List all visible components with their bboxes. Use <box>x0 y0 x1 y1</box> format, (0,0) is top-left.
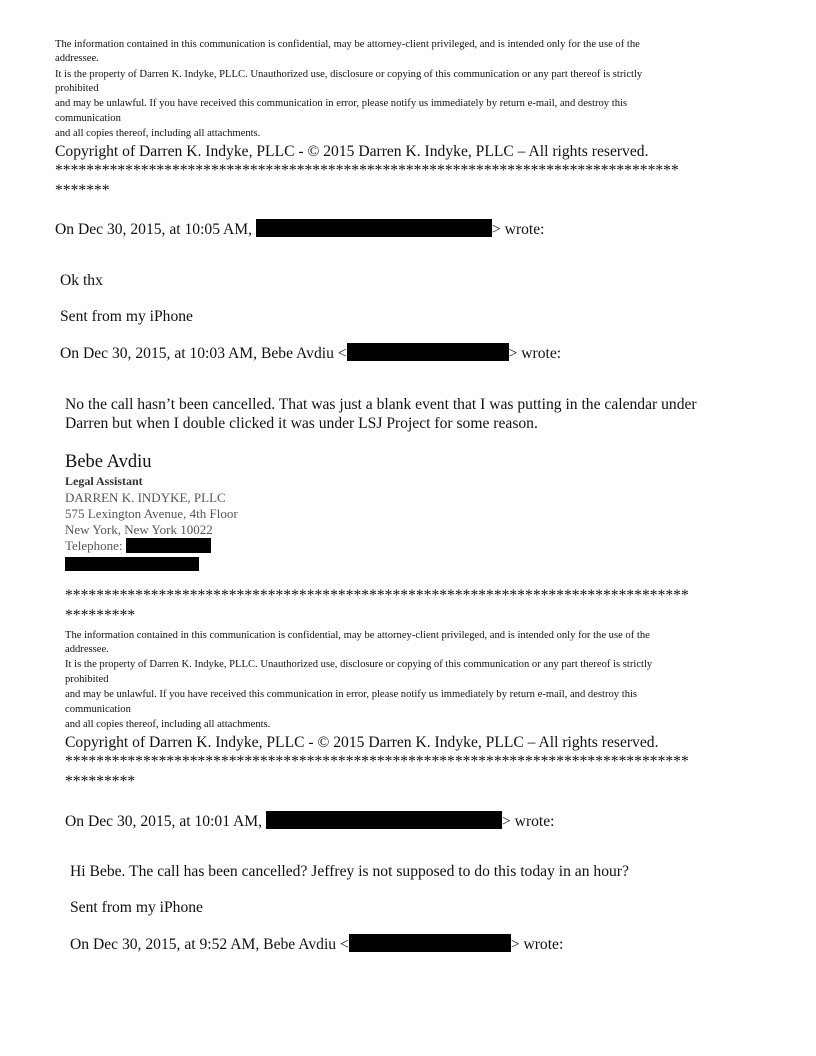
disclaimer-line: addressee. <box>55 53 99 64</box>
disclaimer-line: The information contained in this communication is confidential, may be attorney-client privileged, and is intended only for the use of the <box>55 39 640 50</box>
message-header <box>65 811 555 832</box>
message-body: No the call hasn’t been cancelled. That was just a blank event that I was putting in the calendar under <box>65 396 697 413</box>
header-prefix: On Dec 30, 2015, at 10:05 AM, <box>55 221 253 238</box>
disclaimer-line: The information contained in this communication is confidential, may be attorney-client privileged, and is intended only for the use of the <box>65 630 650 641</box>
separator-stars: ******************************************************************************** <box>65 753 689 770</box>
header-suffix: > wrote: <box>510 936 564 953</box>
disclaimer-line: communication <box>55 113 121 124</box>
header-suffix: > wrote: <box>508 345 562 362</box>
header-suffix: > wrote: <box>491 221 545 238</box>
header-prefix: On Dec 30, 2015, at 9:52 AM, Bebe Avdiu < <box>70 936 349 953</box>
signature-address: New York, New York 10022 <box>65 522 213 537</box>
sent-from-line: Sent from my iPhone <box>70 899 203 916</box>
separator-stars: ******* <box>55 182 110 199</box>
message-header <box>70 934 563 955</box>
sent-from-line: Sent from my iPhone <box>60 308 193 325</box>
disclaimer-line: and all copies thereof, including all attachments. <box>55 128 261 139</box>
copyright-line: Copyright of Darren K. Indyke, PLLC - © 2015 Darren K. Indyke, PLLC – All rights reserved. <box>55 143 649 160</box>
header-prefix: On Dec 30, 2015, at 10:03 AM, Bebe Avdiu < <box>60 345 347 362</box>
redaction-box <box>347 343 509 361</box>
message-body: Hi Bebe. The call has been cancelled? Jeffrey is not supposed to do this today in an hour? <box>70 863 629 880</box>
message-header <box>55 219 545 240</box>
redaction-box <box>349 934 511 952</box>
disclaimer-line: and may be unlawful. If you have received this communication in error, please notify us immediately by return e-mail, and destroy this <box>65 689 638 700</box>
signature-redacted-line <box>65 555 199 573</box>
message-body: Darren but when I double clicked it was under LSJ Project for some reason. <box>65 415 538 432</box>
disclaimer-line: prohibited <box>65 674 109 685</box>
header-prefix: On Dec 30, 2015, at 10:01 AM, <box>65 813 263 830</box>
phone-label: Telephone: <box>65 538 123 553</box>
redaction-box <box>126 538 211 553</box>
redaction-box <box>266 811 502 829</box>
disclaimer-line: communication <box>65 704 131 715</box>
disclaimer-line: and may be unlawful. If you have received this communication in error, please notify us immediately by return e-mail, and destroy this <box>55 98 628 109</box>
redaction-box <box>65 557 199 571</box>
redaction-box <box>256 219 492 237</box>
separator-stars: ******************************************************************************** <box>65 587 689 604</box>
signature-firm: DARREN K. INDYKE, PLLC <box>65 490 226 505</box>
separator-stars: ******************************************************************************** <box>55 162 679 179</box>
signature-address: 575 Lexington Avenue, 4th Floor <box>65 506 238 521</box>
separator-stars: ********* <box>65 773 136 790</box>
signature-title: Legal Assistant <box>65 474 143 488</box>
disclaimer-line: It is the property of Darren K. Indyke, PLLC. Unauthorized use, disclosure or copying of this communication or any part thereof is strictly <box>65 659 653 670</box>
copyright-line: Copyright of Darren K. Indyke, PLLC - © 2015 Darren K. Indyke, PLLC – All rights reserved. <box>65 734 659 751</box>
separator-stars: ********* <box>65 607 136 624</box>
message-header <box>60 343 561 364</box>
signature-phone <box>65 538 211 554</box>
disclaimer-line: addressee. <box>65 644 109 655</box>
disclaimer-line: prohibited <box>55 83 99 94</box>
disclaimer-line: It is the property of Darren K. Indyke, PLLC. Unauthorized use, disclosure or copying of this communication or any part thereof is strictly <box>55 69 643 80</box>
header-suffix: > wrote: <box>501 813 555 830</box>
disclaimer-line: and all copies thereof, including all attachments. <box>65 719 271 730</box>
signature-name: Bebe Avdiu <box>65 452 152 472</box>
message-body: Ok thx <box>60 272 103 289</box>
